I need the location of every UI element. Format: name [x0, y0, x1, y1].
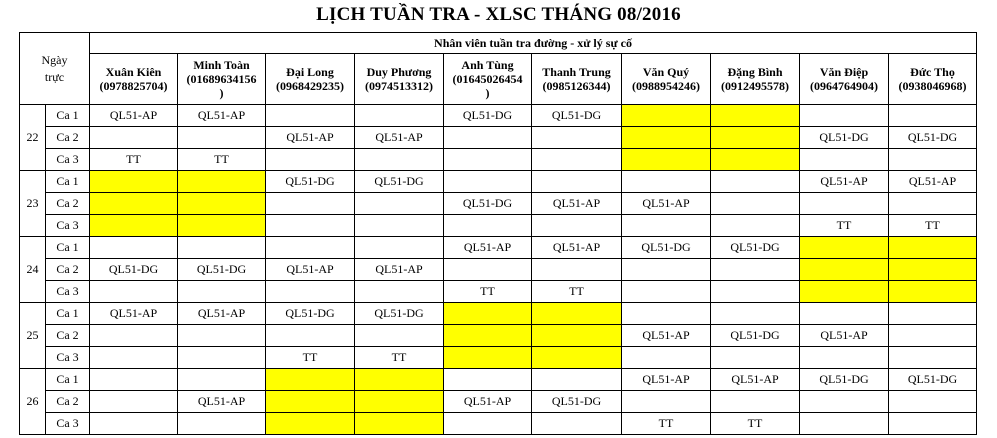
off-duty-cell — [266, 413, 355, 435]
day-cell: 22 — [20, 105, 46, 171]
assignment-cell — [444, 149, 532, 171]
assignment-cell: QL51-AP — [178, 105, 266, 127]
day-column-header — [20, 33, 90, 105]
shift-label: Ca 2 — [46, 127, 90, 149]
off-duty-cell — [532, 347, 622, 369]
day-header-line2: trực — [44, 69, 65, 84]
shift-label: Ca 2 — [46, 325, 90, 347]
table-row — [20, 391, 977, 413]
assignment-cell — [90, 347, 178, 369]
off-duty-cell — [444, 303, 532, 325]
assignment-cell: QL51-DG — [622, 237, 711, 259]
assignment-cell — [622, 215, 711, 237]
off-duty-cell — [532, 303, 622, 325]
assignment-cell — [178, 369, 266, 391]
shift-label: Ca 1 — [46, 237, 90, 259]
assignment-cell — [355, 325, 444, 347]
off-duty-cell — [889, 259, 977, 281]
shift-label: Ca 2 — [46, 391, 90, 413]
assignment-cell — [444, 259, 532, 281]
assignment-cell: TT — [889, 215, 977, 237]
assignment-cell: QL51-AP — [889, 171, 977, 193]
shift-label: Ca 2 — [46, 259, 90, 281]
assignment-cell: QL51-AP — [178, 391, 266, 413]
staff-header — [178, 54, 266, 105]
page-title: LỊCH TUẦN TRA - XLSC THÁNG 08/2016 — [316, 4, 681, 25]
assignment-cell: QL51-AP — [622, 325, 711, 347]
assignment-cell: QL51-AP — [444, 391, 532, 413]
day-header-line1: Ngày — [41, 52, 68, 67]
assignment-cell — [800, 303, 889, 325]
assignment-cell: QL51-AP — [711, 369, 800, 391]
assignment-cell: QL51-DG — [355, 303, 444, 325]
assignment-cell: QL51-AP — [532, 193, 622, 215]
assignment-cell — [178, 413, 266, 435]
assignment-cell — [711, 303, 800, 325]
assignment-cell: QL51-DG — [711, 325, 800, 347]
assignment-cell — [889, 347, 977, 369]
day-cell: 24 — [20, 237, 46, 303]
assignment-cell — [889, 391, 977, 413]
assignment-cell — [266, 325, 355, 347]
assignment-cell — [711, 347, 800, 369]
assignment-cell: QL51-DG — [711, 237, 800, 259]
off-duty-cell — [800, 281, 889, 303]
assignment-cell — [622, 281, 711, 303]
staff-phone: (0978825704) — [99, 79, 168, 93]
staff-phone: (0968429235) — [276, 79, 344, 93]
assignment-cell: TT — [178, 149, 266, 171]
assignment-cell — [889, 149, 977, 171]
shift-label: Ca 1 — [46, 369, 90, 391]
staff-phone: (01645026454 ) — [452, 72, 523, 100]
assignment-cell — [355, 193, 444, 215]
assignment-cell — [889, 193, 977, 215]
off-duty-cell — [266, 391, 355, 413]
off-duty-cell — [622, 105, 711, 127]
staff-name: Đặng Bình — [727, 65, 783, 79]
shift-label: Ca 2 — [46, 193, 90, 215]
assignment-cell — [800, 105, 889, 127]
assignment-cell: TT — [800, 215, 889, 237]
table-row — [20, 105, 977, 127]
staff-name: Xuân Kiên — [105, 65, 162, 79]
assignment-cell — [532, 413, 622, 435]
assignment-cell — [355, 281, 444, 303]
assignment-cell: QL51-AP — [266, 127, 355, 149]
assignment-cell — [90, 237, 178, 259]
assignment-cell — [889, 105, 977, 127]
off-duty-cell — [889, 281, 977, 303]
assignment-cell — [266, 281, 355, 303]
assignment-cell: QL51-AP — [444, 237, 532, 259]
assignment-cell — [800, 347, 889, 369]
off-duty-cell — [355, 413, 444, 435]
assignment-cell — [800, 149, 889, 171]
assignment-cell — [355, 149, 444, 171]
shift-label: Ca 3 — [46, 215, 90, 237]
assignment-cell: TT — [90, 149, 178, 171]
staff-header — [889, 54, 977, 105]
off-duty-cell — [355, 369, 444, 391]
off-duty-cell — [444, 325, 532, 347]
staff-header — [800, 54, 889, 105]
assignment-cell: TT — [355, 347, 444, 369]
assignment-cell — [622, 347, 711, 369]
assignment-cell — [178, 281, 266, 303]
table-row — [20, 215, 977, 237]
table-row — [20, 127, 977, 149]
assignment-cell — [532, 215, 622, 237]
day-cell: 25 — [20, 303, 46, 369]
staff-phone: (0938046968) — [898, 79, 967, 93]
table-row — [20, 413, 977, 435]
staff-name: Minh Toàn — [193, 58, 250, 72]
assignment-cell — [355, 105, 444, 127]
assignment-cell — [90, 281, 178, 303]
assignment-cell — [711, 281, 800, 303]
assignment-cell — [532, 369, 622, 391]
assignment-cell — [711, 215, 800, 237]
off-duty-cell — [90, 215, 178, 237]
day-cell: 23 — [20, 171, 46, 237]
assignment-cell — [800, 391, 889, 413]
assignment-cell — [444, 215, 532, 237]
staff-name: Văn Điệp — [819, 65, 869, 79]
off-duty-cell — [178, 215, 266, 237]
assignment-cell: QL51-DG — [800, 369, 889, 391]
assignment-cell — [90, 391, 178, 413]
staff-header — [711, 54, 800, 105]
off-duty-cell — [889, 237, 977, 259]
day-cell: 26 — [20, 369, 46, 435]
assignment-cell — [178, 237, 266, 259]
assignment-cell — [444, 171, 532, 193]
off-duty-cell — [444, 347, 532, 369]
staff-header — [90, 54, 178, 105]
assignment-cell — [889, 303, 977, 325]
assignment-cell: QL51-AP — [90, 303, 178, 325]
assignment-cell — [711, 391, 800, 413]
assignment-cell — [90, 369, 178, 391]
staff-name: Văn Quý — [642, 65, 690, 79]
assignment-cell: TT — [622, 413, 711, 435]
assignment-cell — [800, 413, 889, 435]
staff-name: Anh Tùng — [461, 58, 514, 72]
assignment-cell: TT — [711, 413, 800, 435]
assignment-cell: QL51-DG — [266, 303, 355, 325]
assignment-cell: QL51-DG — [532, 105, 622, 127]
assignment-cell — [444, 127, 532, 149]
assignment-cell — [355, 215, 444, 237]
assignment-cell — [711, 259, 800, 281]
assignment-cell: TT — [532, 281, 622, 303]
off-duty-cell — [711, 127, 800, 149]
staff-phone: (0985126344) — [542, 79, 611, 93]
assignment-cell — [266, 215, 355, 237]
off-duty-cell — [711, 149, 800, 171]
staff-header — [532, 54, 622, 105]
assignment-cell: QL51-AP — [622, 193, 711, 215]
off-duty-cell — [622, 127, 711, 149]
shift-label: Ca 3 — [46, 347, 90, 369]
assignment-cell — [266, 193, 355, 215]
assignment-cell — [266, 237, 355, 259]
table-row — [20, 259, 977, 281]
assignment-cell — [444, 369, 532, 391]
assignment-cell: QL51-DG — [800, 127, 889, 149]
assignment-cell: QL51-AP — [355, 127, 444, 149]
assignment-cell: QL51-DG — [532, 391, 622, 413]
assignment-cell: QL51-AP — [622, 369, 711, 391]
table-row — [20, 171, 977, 193]
off-duty-cell — [355, 391, 444, 413]
assignment-cell: QL51-DG — [355, 171, 444, 193]
staff-phone: (0988954246) — [632, 79, 700, 93]
staff-header — [622, 54, 711, 105]
assignment-cell — [711, 171, 800, 193]
assignment-cell: QL51-DG — [90, 259, 178, 281]
assignment-cell — [532, 259, 622, 281]
staff-name: Đức Thọ — [910, 65, 955, 79]
off-duty-cell — [532, 325, 622, 347]
assignment-cell — [355, 237, 444, 259]
table-row — [20, 303, 977, 325]
table-row — [20, 369, 977, 391]
off-duty-cell — [178, 171, 266, 193]
staff-header — [355, 54, 444, 105]
staff-name: Thanh Trung — [542, 65, 611, 79]
off-duty-cell — [178, 193, 266, 215]
assignment-cell — [178, 325, 266, 347]
assignment-cell — [889, 325, 977, 347]
staff-phone: (0912495578) — [721, 79, 789, 93]
off-duty-cell — [266, 369, 355, 391]
shift-label: Ca 1 — [46, 303, 90, 325]
staff-group-header: Nhân viên tuần tra đường - xử lý sự cố — [90, 33, 977, 54]
assignment-cell: TT — [266, 347, 355, 369]
assignment-cell — [532, 149, 622, 171]
assignment-cell — [90, 413, 178, 435]
assignment-cell — [178, 347, 266, 369]
table-row — [20, 325, 977, 347]
assignment-cell — [532, 127, 622, 149]
assignment-cell: QL51-DG — [889, 127, 977, 149]
staff-phone: (0974513312) — [365, 79, 433, 93]
staff-phone: (01689634156 ) — [186, 72, 257, 100]
assignment-cell: QL51-AP — [800, 171, 889, 193]
shift-label: Ca 1 — [46, 105, 90, 127]
staff-name: Đại Long — [286, 65, 334, 79]
assignment-cell: QL51-AP — [266, 259, 355, 281]
staff-phone: (0964764904) — [810, 79, 878, 93]
off-duty-cell — [800, 237, 889, 259]
assignment-cell: QL51-AP — [90, 105, 178, 127]
shift-label: Ca 3 — [46, 149, 90, 171]
off-duty-cell — [90, 193, 178, 215]
assignment-cell: QL51-DG — [889, 369, 977, 391]
assignment-cell — [90, 325, 178, 347]
staff-header — [444, 54, 532, 105]
table-row — [20, 347, 977, 369]
assignment-cell: TT — [444, 281, 532, 303]
assignment-cell — [444, 413, 532, 435]
assignment-cell: QL51-AP — [178, 303, 266, 325]
table-row — [20, 281, 977, 303]
table-row — [20, 149, 977, 171]
staff-header — [266, 54, 355, 105]
assignment-cell: QL51-DG — [444, 193, 532, 215]
shift-label: Ca 3 — [46, 413, 90, 435]
assignment-cell — [800, 193, 889, 215]
staff-name: Duy Phương — [366, 65, 432, 79]
assignment-cell — [90, 127, 178, 149]
assignment-cell — [622, 259, 711, 281]
shift-label: Ca 1 — [46, 171, 90, 193]
off-duty-cell — [800, 259, 889, 281]
assignment-cell: QL51-AP — [800, 325, 889, 347]
assignment-cell — [622, 171, 711, 193]
assignment-cell: QL51-AP — [532, 237, 622, 259]
table-row — [20, 237, 977, 259]
shift-label: Ca 3 — [46, 281, 90, 303]
assignment-cell — [178, 127, 266, 149]
assignment-cell — [889, 413, 977, 435]
assignment-cell: QL51-DG — [178, 259, 266, 281]
assignment-cell: QL51-AP — [355, 259, 444, 281]
assignment-cell — [266, 149, 355, 171]
off-duty-cell — [90, 171, 178, 193]
patrol-schedule-table — [19, 32, 977, 435]
assignment-cell — [266, 105, 355, 127]
assignment-cell — [532, 171, 622, 193]
table-row — [20, 193, 977, 215]
assignment-cell: QL51-DG — [266, 171, 355, 193]
off-duty-cell — [622, 149, 711, 171]
assignment-cell: QL51-DG — [444, 105, 532, 127]
off-duty-cell — [711, 105, 800, 127]
assignment-cell — [622, 303, 711, 325]
assignment-cell — [622, 391, 711, 413]
assignment-cell — [711, 193, 800, 215]
